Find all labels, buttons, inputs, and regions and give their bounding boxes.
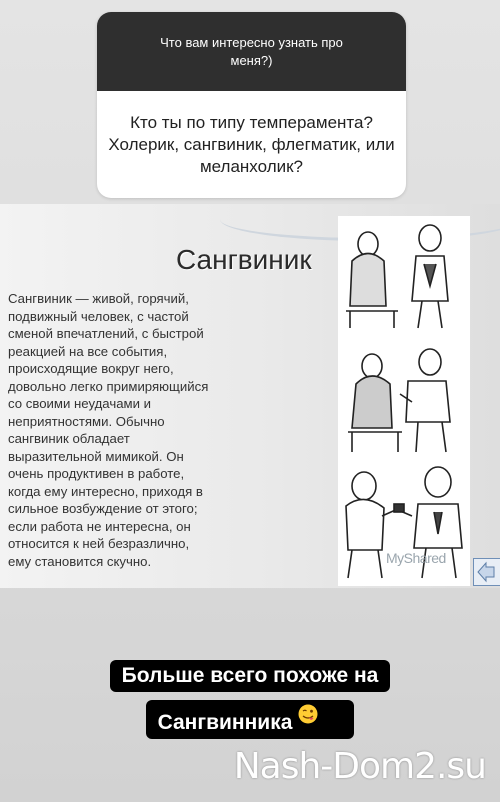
site-watermark: Nash-Dom2.su	[233, 746, 486, 787]
arrow-left-icon	[473, 558, 500, 586]
myshared-watermark: MyShared	[386, 550, 446, 566]
slide-description: Сангвиник — живой, горячий, подвижный человек, с частой сменой впечатлений, с быстрой реакцией на все события, происходящие вокруг него, довольно легко примиряющийся со своими неудачами и неприятностями. Обычно сангвиник обладает выразительной мимикой. Он очень продуктивен в работе, когда ему интересно, приходя в сильное возбуждение от этого; если работа не интересна, он относится к ней безразлично, ему становится скучно.	[8, 291, 209, 569]
cartoon-illustration	[338, 216, 470, 586]
winking-face-tongue-icon	[298, 704, 342, 732]
caption-line-1	[0, 660, 500, 692]
caption-text-2: Сангвинника	[157, 711, 293, 734]
question-answer: Кто ты по типу темперамента? Холерик, сангвиник, флегматик, или меланхолик?	[108, 112, 395, 176]
question-sticker[interactable]	[97, 12, 406, 198]
caption-text-1: Больше всего похоже на	[110, 660, 391, 692]
slide-title: Сангвиник	[176, 244, 312, 275]
question-prompt: Что вам интересно узнать про меня?)	[97, 12, 406, 91]
caption-line-2	[0, 700, 500, 739]
caption-box-2	[146, 700, 355, 739]
temperament-slide-image	[0, 204, 500, 588]
